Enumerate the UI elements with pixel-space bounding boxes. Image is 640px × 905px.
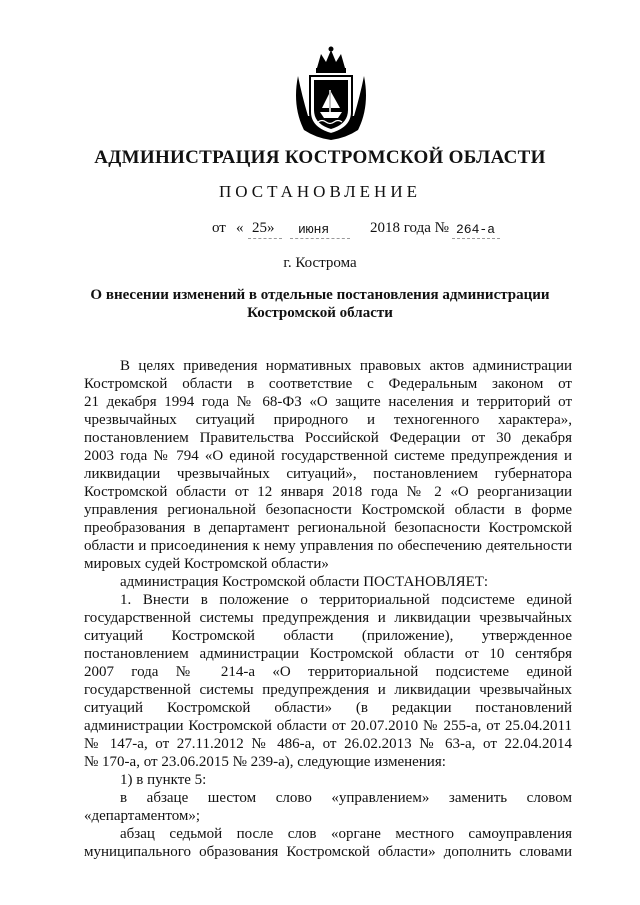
body-line: 21 декабря 1994 года № 68-ФЗ «О защите населения и территорий от <box>84 394 572 410</box>
date-month: июня <box>298 222 330 237</box>
paragraph-abzac-7 <box>84 825 572 861</box>
date-line <box>0 220 640 242</box>
body-line: постановлением Правительства Российской Федерации от 30 декабря <box>84 430 572 446</box>
coat-of-arms-emblem <box>290 46 372 142</box>
body-line: преобразования в департамент региональной безопасности Костромской <box>84 520 572 536</box>
document-number: 264-а <box>456 222 496 237</box>
body-line: В целях приведения нормативных правовых актов администрации <box>120 358 572 374</box>
month-blank-line <box>290 238 350 239</box>
paragraph-preamble <box>84 357 572 573</box>
document-body <box>84 357 572 861</box>
day-blank-line <box>248 238 282 239</box>
org-title: АДМИНИСТРАЦИЯ КОСТРОМСКОЙ ОБЛАСТИ <box>94 147 546 168</box>
body-line: управления региональной безопасности Костромской области в форме <box>84 502 572 518</box>
body-line: в абзаце шестом слово «управлением» заменить словом <box>120 790 572 806</box>
subject-line: Костромской области <box>247 305 393 321</box>
paragraph-item-1 <box>84 591 572 771</box>
date-day: 25» <box>252 220 275 236</box>
document-subject <box>80 286 560 322</box>
number-blank-line <box>452 238 500 239</box>
body-line: ликвидации чрезвычайных ситуаций», постановлением губернатора <box>84 466 572 482</box>
body-line: государственной системы предупреждения и ликвидации чрезвычайных <box>84 610 572 626</box>
paragraph-subitem-1 <box>84 771 572 789</box>
paragraph-resolves <box>84 573 572 591</box>
body-line: № 170-а, от 23.06.2015 № 239-а), следующие изменения: <box>84 754 446 770</box>
paragraph-abzac-6 <box>84 789 572 825</box>
body-line: «департаментом»; <box>84 808 201 824</box>
body-line: администрация Костромской области ПОСТАНОВЛЯЕТ: <box>120 574 489 590</box>
body-line: муниципального образования Костромской области» дополнить словами <box>84 844 572 860</box>
body-line: 2003 года № 794 «О единой государственной системе предупреждения и <box>84 448 572 464</box>
date-day-open-quote: « <box>236 220 244 236</box>
body-line: ситуаций Костромской области (приложение), утвержденное <box>84 628 572 644</box>
body-line: администрации Костромской области от 20.07.2010 № 255-а, от 25.04.2011 <box>84 718 572 734</box>
date-year-number-label: 2018 года № <box>370 220 449 236</box>
body-line: постановлением администрации Костромской области от 10 сентября <box>84 646 572 662</box>
city-line: г. Кострома <box>283 255 357 271</box>
body-line: чрезвычайных ситуаций природного и техногенного характера», <box>84 412 572 428</box>
body-line: области и присоединения к нему управления по обеспечению деятельности <box>84 538 572 554</box>
body-line: № 147-а, от 27.11.2012 № 486-а, от 26.02.2013 № 63-а, от 22.04.2014 <box>84 736 572 752</box>
subject-line: О внесении изменений в отдельные постановления администрации <box>90 287 550 303</box>
kostroma-coat-of-arms-icon <box>290 46 372 142</box>
body-line: ситуаций Костромской области» (в редакции постановлений <box>84 700 572 716</box>
body-line: 1. Внести в положение о территориальной подсистеме единой <box>120 592 572 608</box>
body-line: 1) в пункте 5: <box>120 772 207 788</box>
document-type: ПОСТАНОВЛЕНИЕ <box>218 182 421 201</box>
body-line: государственной системы предупреждения и ликвидации чрезвычайных <box>84 682 572 698</box>
body-line: Костромской области в соответствие с Федеральным законом от <box>84 376 572 392</box>
body-line: Костромской области от 12 января 2018 года № 2 «О реорганизации <box>84 484 572 500</box>
body-line: мировых судей Костромской области» <box>84 556 329 572</box>
body-line: 2007 года № 214-а «О территориальной подсистеме единой <box>84 664 572 680</box>
date-prefix: от <box>212 220 226 236</box>
body-line: абзац седьмой после слов «органе местного самоуправления <box>120 826 572 842</box>
